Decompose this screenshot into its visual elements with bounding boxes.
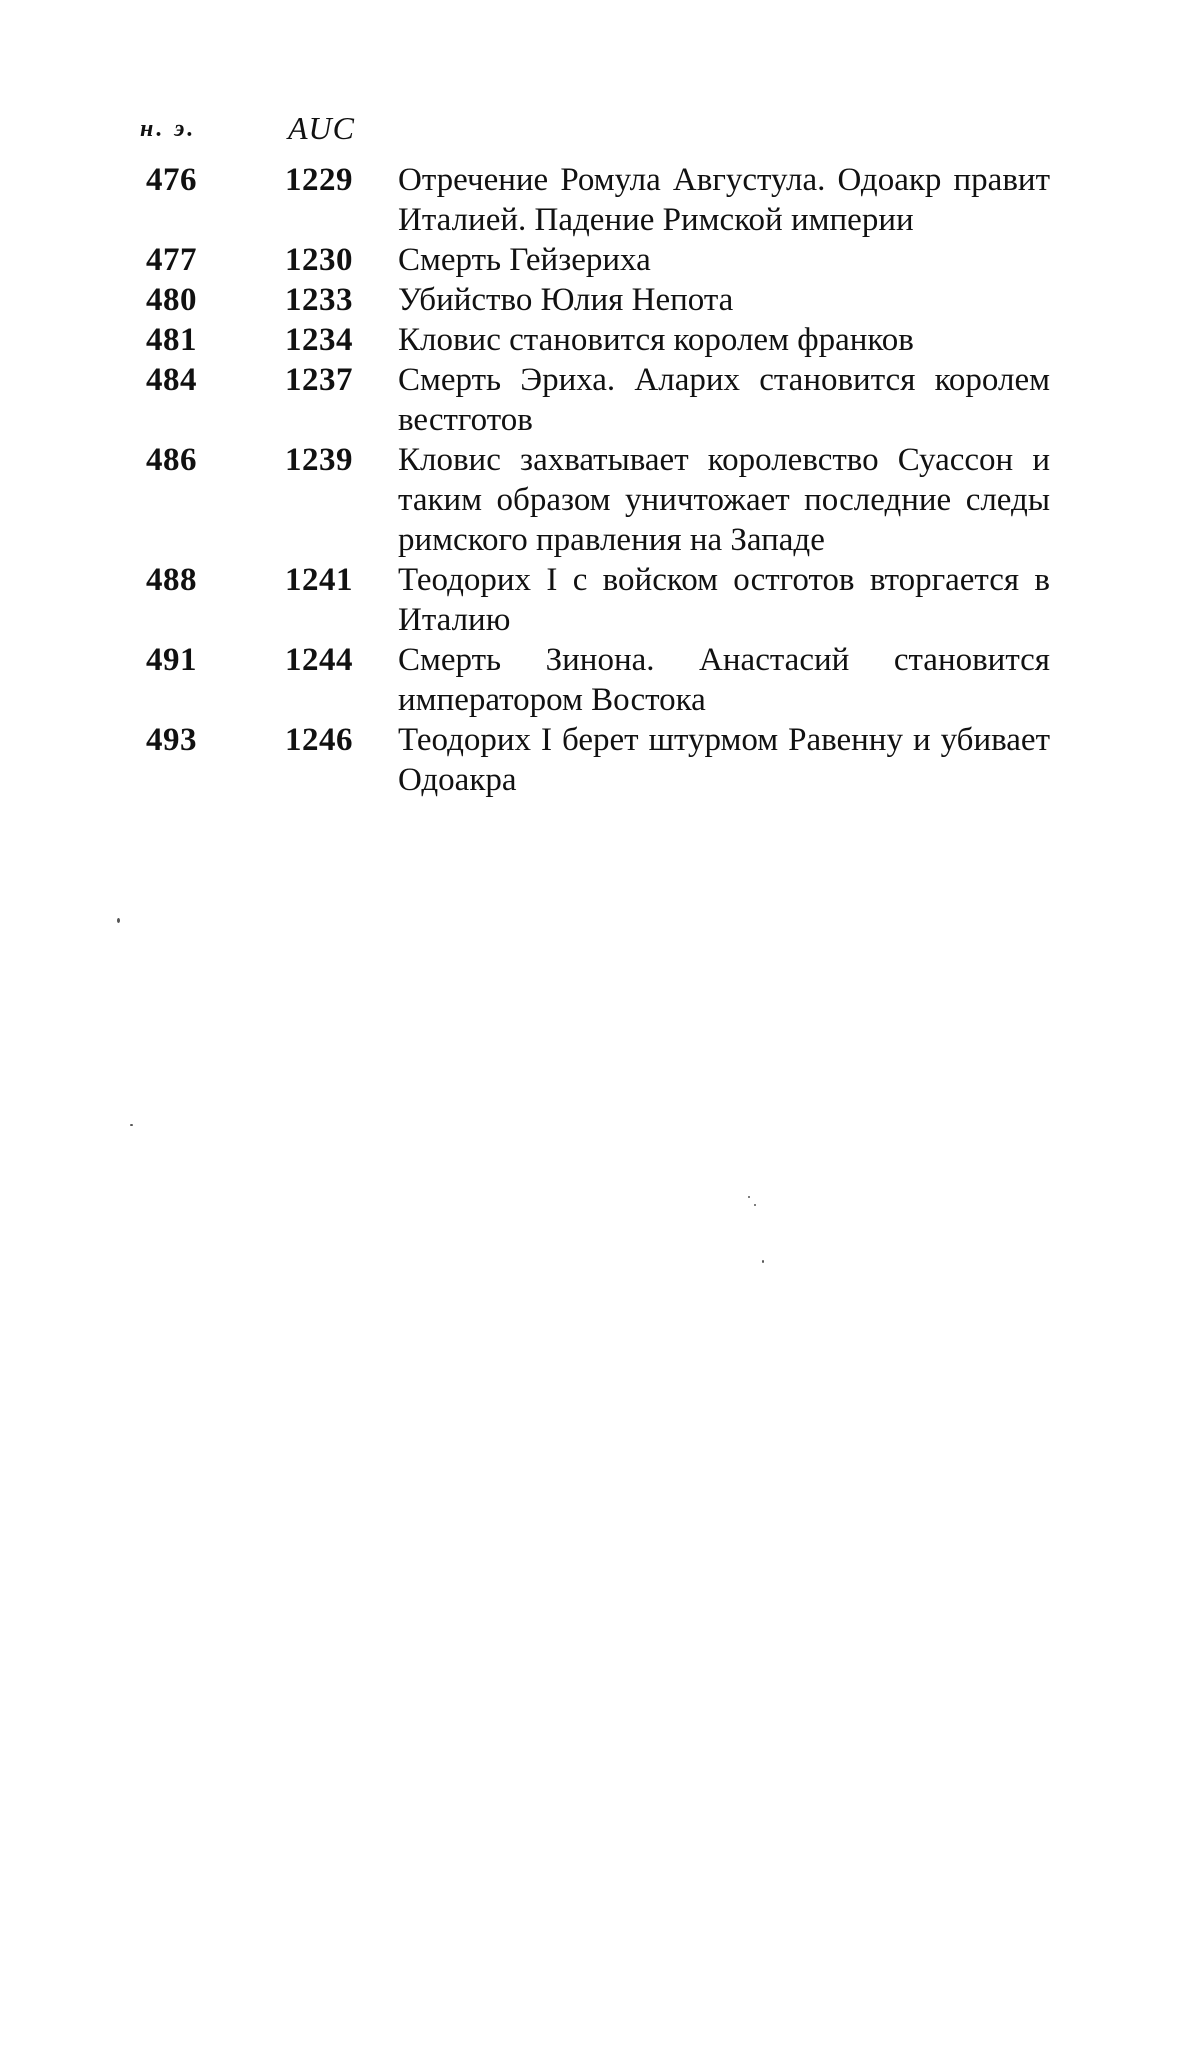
table-row: [140, 440, 1050, 560]
scan-speck: [748, 1196, 750, 1198]
year-auc: 1233: [285, 282, 353, 318]
table-header: [140, 110, 1100, 150]
table-row: [140, 560, 1050, 640]
year-auc: 1229: [285, 162, 353, 198]
year-auc: 1234: [285, 322, 353, 358]
year-ad: 481: [146, 322, 197, 358]
event-text: Смерть Эриха. Аларих становится королем вестготов: [398, 362, 1050, 438]
scan-speck: [130, 1124, 133, 1126]
event-text: Теодорих I с войском остготов вторгается в Италию: [398, 562, 1050, 638]
year-ad: 484: [146, 362, 197, 398]
header-era-label: н. э.: [140, 116, 197, 142]
year-ad: 476: [146, 162, 197, 198]
year-auc: 1239: [285, 442, 353, 478]
year-ad: 491: [146, 642, 197, 678]
event-text: Смерть Гейзериха: [398, 242, 651, 278]
header-auc-label: AUC: [288, 110, 355, 146]
year-ad: 477: [146, 242, 197, 278]
year-ad: 488: [146, 562, 197, 598]
scan-speck: [762, 1260, 764, 1263]
scan-speck: [754, 1204, 756, 1206]
table-row: [140, 640, 1050, 720]
chronology-table: [140, 160, 1050, 800]
event-text: Смерть Зинона. Анастасий становится императором Востока: [398, 642, 1050, 718]
year-auc: 1230: [285, 242, 353, 278]
year-ad: 493: [146, 722, 197, 758]
table-row: [140, 720, 1050, 800]
year-ad: 486: [146, 442, 197, 478]
table-row: [140, 240, 1050, 280]
year-auc: 1246: [285, 722, 353, 758]
year-ad: 480: [146, 282, 197, 318]
table-row: [140, 360, 1050, 440]
year-auc: 1237: [285, 362, 353, 398]
year-auc: 1244: [285, 642, 353, 678]
scan-speck: [117, 918, 120, 923]
event-text: Кловис захватывает королевство Суассон и таким образом уничтожает последние следы римского правления на Западе: [398, 442, 1050, 558]
table-row: [140, 320, 1050, 360]
table-row: [140, 160, 1050, 240]
event-text: Убийство Юлия Непота: [398, 282, 734, 318]
event-text: Кловис становится королем франков: [398, 322, 914, 358]
year-auc: 1241: [285, 562, 353, 598]
table-row: [140, 280, 1050, 320]
event-text: Теодорих I берет штурмом Равенну и убивает Одоакра: [398, 722, 1050, 798]
event-text: Отречение Ромула Августула. Одоакр правит Италией. Падение Римской империи: [398, 162, 1050, 238]
